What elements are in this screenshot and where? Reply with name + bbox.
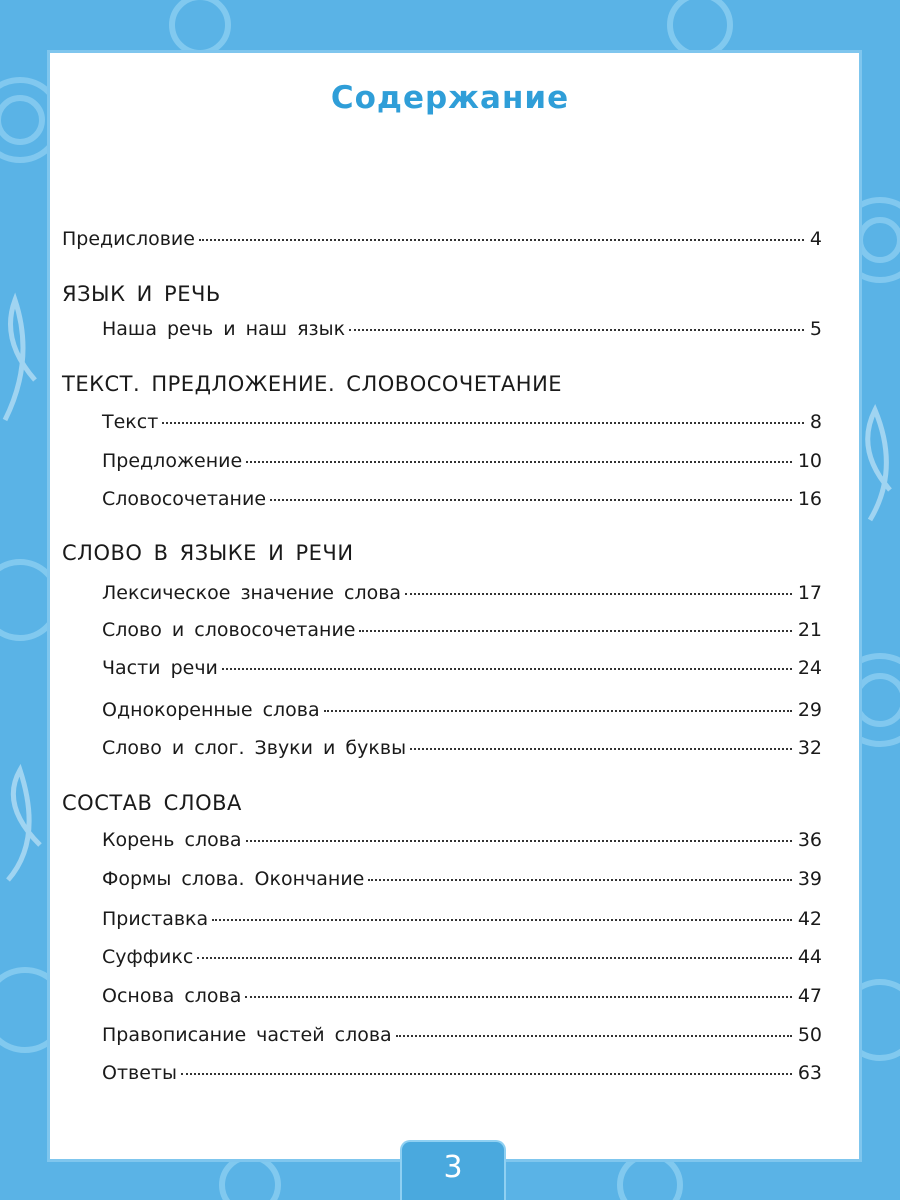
toc-entry-page: 4	[809, 228, 822, 250]
dot-leader	[246, 840, 792, 842]
toc-entry	[102, 619, 822, 641]
toc-entry	[102, 657, 822, 679]
toc-entry-page: 36	[797, 829, 822, 851]
dot-leader	[405, 593, 792, 595]
toc-entry	[102, 582, 822, 604]
toc-section-heading: ЯЗЫК И РЕЧЬ	[62, 282, 221, 306]
toc-entry-page: 44	[797, 946, 822, 968]
toc-entry-label: Слово и словосочетание	[102, 619, 356, 641]
toc-entry-page: 29	[797, 699, 822, 721]
toc-entry-page: 17	[797, 582, 822, 604]
toc-entry	[102, 737, 822, 759]
toc-entry-page: 39	[797, 868, 822, 890]
toc-entry-label: Суффикс	[102, 946, 194, 968]
dot-leader	[162, 422, 804, 424]
toc-entry-label: Части речи	[102, 657, 218, 679]
dot-leader	[368, 879, 791, 881]
toc-entry-label: Формы слова. Окончание	[102, 868, 365, 890]
toc-entry	[102, 985, 822, 1007]
toc-entry-label: Корень слова	[102, 829, 242, 851]
toc-entry	[62, 228, 822, 250]
dot-leader	[212, 919, 792, 921]
toc-entry	[102, 699, 822, 721]
toc-entry-label: Словосочетание	[102, 488, 267, 510]
toc-entry-page: 24	[797, 657, 822, 679]
toc-entry-label: Наша речь и наш язык	[102, 318, 346, 340]
toc-entry	[102, 411, 822, 433]
dot-leader	[396, 1035, 792, 1037]
dot-leader	[245, 996, 791, 998]
toc-entry-page: 32	[797, 737, 822, 759]
toc-entry-page: 47	[797, 985, 822, 1007]
toc-entry	[102, 1024, 822, 1046]
toc-entry-label: Приставка	[102, 908, 209, 930]
dot-leader	[222, 668, 792, 670]
toc-entry	[102, 318, 822, 340]
page-number: 3	[443, 1150, 463, 1185]
toc-entry-page: 16	[797, 488, 822, 510]
page-title: Содержание	[330, 80, 570, 116]
toc-entry-page: 10	[797, 450, 822, 472]
dot-leader	[359, 630, 791, 632]
toc-entry-page: 8	[809, 411, 822, 433]
toc-entry-page: 5	[809, 318, 822, 340]
toc-entry	[102, 946, 822, 968]
toc-entry-label: Предисловие	[62, 228, 195, 250]
toc-section-heading: СЛОВО В ЯЗЫКЕ И РЕЧИ	[62, 541, 354, 565]
dot-leader	[246, 461, 792, 463]
toc-entry	[102, 829, 822, 851]
toc-entry-label: Однокоренные слова	[102, 699, 320, 721]
toc-entry	[102, 450, 822, 472]
toc-entry-label: Правописание частей слова	[102, 1024, 392, 1046]
dot-leader	[324, 710, 792, 712]
toc-entry-label: Лексическое значение слова	[102, 582, 402, 604]
toc-entry	[102, 908, 822, 930]
dot-leader	[199, 239, 804, 241]
toc-entry-page: 63	[797, 1062, 822, 1084]
dot-leader	[197, 957, 792, 959]
dot-leader	[349, 329, 804, 331]
toc-entry	[102, 488, 822, 510]
toc-entry-label: Основа слова	[102, 985, 242, 1007]
toc-entry-label: Слово и слог. Звуки и буквы	[102, 737, 407, 759]
dot-leader	[270, 499, 792, 501]
toc-entry-page: 42	[797, 908, 822, 930]
toc-entry-page: 50	[797, 1024, 822, 1046]
toc-section-heading: СОСТАВ СЛОВА	[62, 791, 242, 815]
toc-entry-page: 21	[797, 619, 822, 641]
toc-entry-label: Ответы	[102, 1062, 177, 1084]
toc-section-heading: ТЕКСТ. ПРЕДЛОЖЕНИЕ. СЛОВОСОЧЕТАНИЕ	[62, 372, 563, 396]
toc-entry-label: Предложение	[102, 450, 243, 472]
dot-leader	[181, 1073, 792, 1075]
dot-leader	[410, 748, 792, 750]
toc-entry	[102, 1062, 822, 1084]
toc-entry-label: Текст	[102, 411, 159, 433]
toc-entry	[102, 868, 822, 890]
